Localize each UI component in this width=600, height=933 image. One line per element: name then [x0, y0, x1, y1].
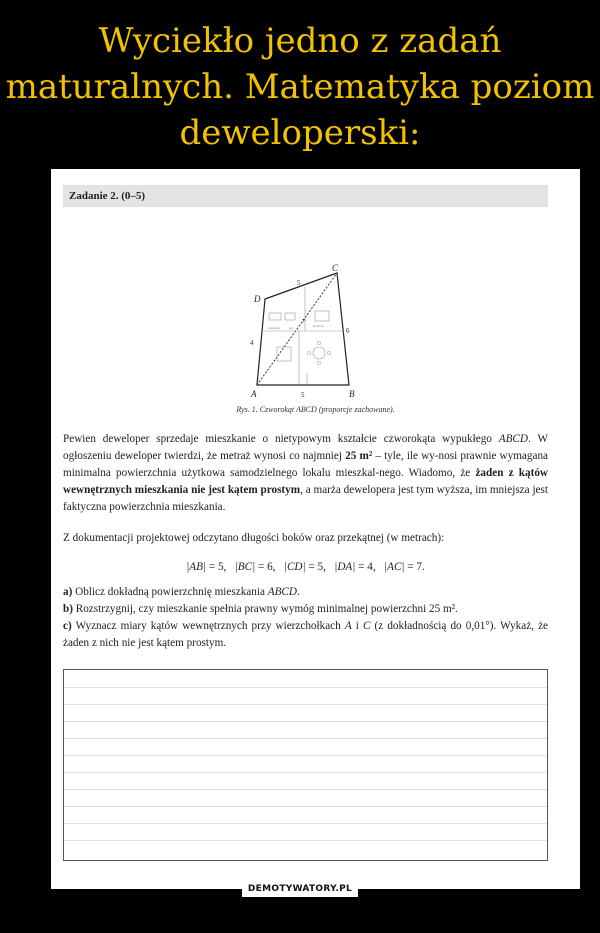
length-value: = 4, — [355, 561, 376, 573]
text-span: – tyle, ile wy-nosi prawnie wymagana minimalna powierzchnia użytkowa samodzielnego lokalu mieszkal-nego. Wiadomo, że — [63, 450, 549, 479]
task-header: Zadanie 2. (0–5) — [63, 185, 548, 207]
room-label-bathroom: łazienka — [269, 326, 281, 330]
text-span: Pewien deweloper sprzedaje mieszkanie o nietypowym kształcie czworokąta wypukłego — [63, 433, 499, 445]
answer-line — [64, 789, 547, 790]
quadrilateral-figure — [219, 261, 369, 401]
text-span: , a marża dewelopera jest tym wyższa, im mniejsza jest faktyczna powierzchnia mieszkania. — [63, 484, 548, 513]
italic-span: ABCD — [267, 586, 297, 598]
watermark-text: DEMOTYWATORY.PL — [242, 881, 358, 897]
headline-line-1: Wyciekło jedno z zadań — [98, 21, 502, 61]
room-label-kitchen: kuchnia — [313, 324, 324, 328]
answer-line — [64, 687, 547, 688]
room-label-hall: hol — [289, 326, 294, 330]
question-label: a) — [63, 586, 73, 598]
question-text: (z dokładnością do 0,01°). Wykaż, że żaden z nich nie jest kątem prostym. — [63, 620, 549, 649]
question-b — [63, 601, 548, 618]
question-text: Oblicz dokładną powierzchnię mieszkania — [72, 586, 268, 598]
diagonal-label-ac: 7 — [302, 319, 305, 325]
answer-line — [64, 721, 547, 722]
chair-icon — [317, 341, 321, 345]
length-label: |BC| — [234, 561, 256, 573]
exam-sheet — [51, 169, 580, 889]
side-label-cd: 5 — [297, 279, 301, 287]
figure-caption: Rys. 1. Czworokąt ABCD (proporcje zachowane). — [236, 405, 395, 414]
answer-box[interactable] — [63, 669, 548, 861]
answer-line — [64, 755, 547, 756]
answer-line — [64, 772, 547, 773]
chair-icon — [307, 351, 311, 355]
answer-line — [64, 704, 547, 705]
table-icon — [313, 347, 325, 359]
italic-span: ABCD — [498, 433, 528, 445]
wardrobe-icon — [277, 347, 291, 361]
question-text: Wyznacz miary kątów wewnętrznych przy wierzchołkach — [71, 620, 345, 632]
bold-span: żaden z kątów wewnętrznych mieszkania nie jest kątem prostym — [63, 467, 548, 496]
bathtub-icon — [269, 313, 281, 320]
chair-icon — [317, 361, 321, 365]
headline-line-3: deweloperski: — [179, 113, 421, 153]
text-span: . — [296, 586, 300, 598]
question-c — [63, 618, 548, 652]
questions-block — [63, 584, 548, 652]
bold-span: 25 m² — [345, 450, 373, 462]
length-label: |AC| — [384, 561, 405, 573]
vertex-label-a: A — [251, 389, 257, 399]
answer-line — [64, 806, 547, 807]
length-value: = 7. — [404, 561, 425, 573]
vertex-label-b: B — [349, 389, 355, 399]
question-label: c) — [63, 620, 72, 632]
answer-line — [64, 738, 547, 739]
documentation-paragraph: Z dokumentacji projektowej odczytano długości boków oraz przekątnej (w metrach): — [63, 532, 445, 544]
vertex-label-d: D — [254, 294, 261, 304]
watermark — [0, 878, 600, 896]
chair-icon — [327, 351, 331, 355]
text-span: i — [351, 620, 363, 632]
counter-icon — [315, 311, 329, 321]
length-label: |DA| — [334, 561, 356, 573]
headline-line-2: maturalnych. Matematyka poziom — [5, 67, 595, 107]
length-label: |AB| — [186, 561, 207, 573]
length-label: |CD| — [283, 561, 306, 573]
headline — [0, 18, 600, 156]
sink-icon — [285, 313, 295, 320]
question-label: b) — [63, 603, 73, 615]
question-a — [63, 584, 548, 601]
side-label-ab: 5 — [301, 391, 305, 399]
length-value: = 5, — [206, 561, 227, 573]
answer-line — [64, 823, 547, 824]
vertex-label-c: C — [332, 263, 339, 273]
side-label-bc: 6 — [346, 327, 350, 335]
question-text: Rozstrzygnij, czy mieszkanie spełnia prawny wymóg minimalnej powierzchni 25 m². — [72, 603, 458, 615]
italic-span: A — [344, 620, 352, 632]
length-value: = 6, — [255, 561, 276, 573]
lengths-line — [63, 559, 548, 576]
answer-line — [64, 840, 547, 841]
length-value: = 5, — [305, 561, 326, 573]
problem-paragraph — [63, 431, 548, 516]
italic-span: C — [362, 620, 371, 632]
text-span: . W ogłoszeniu deweloper twierdzi, że metraż wynosi co najmniej — [63, 433, 548, 462]
side-label-da: 4 — [250, 339, 254, 347]
